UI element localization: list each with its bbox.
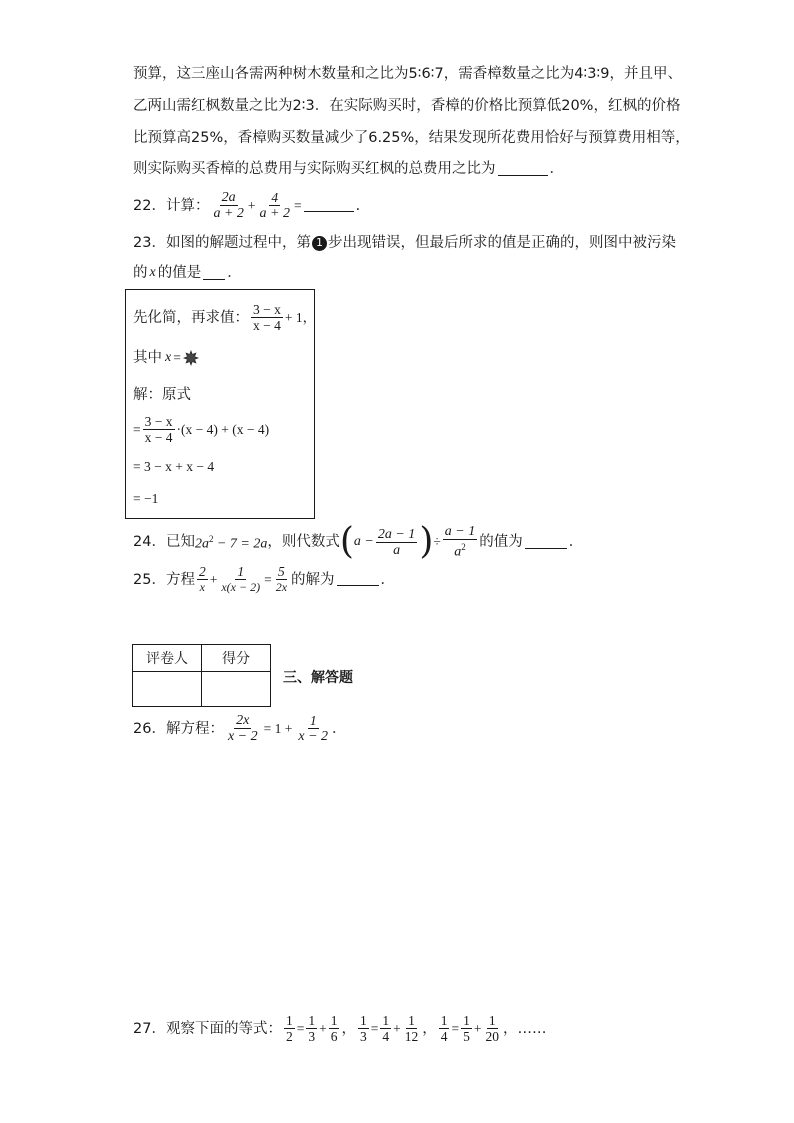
q27-eq2-a: [380, 1013, 391, 1044]
q27-eq3-left: [439, 1013, 450, 1044]
q25: [133, 564, 395, 595]
denominator: a + 2: [213, 206, 244, 221]
denominator: x − 2: [227, 729, 258, 744]
score-table-input-row: [133, 672, 271, 707]
q27-eq2-b: [403, 1013, 421, 1044]
box-line2: [133, 348, 199, 368]
q23-text-c: 的: [133, 265, 148, 281]
numerator: 2x: [236, 713, 250, 728]
q22: [133, 190, 370, 221]
variable-x: x: [165, 350, 172, 365]
q26: [133, 713, 347, 744]
q24-mid: ，则代数式: [267, 534, 340, 550]
section-heading: 三、解答题: [283, 670, 353, 686]
plus-sign: +: [473, 1020, 482, 1036]
right-paren: ): [419, 521, 434, 562]
numerator: 1: [408, 1013, 415, 1028]
plus-sign: +: [319, 1020, 327, 1036]
score-table: [132, 644, 271, 707]
box-fraction: [143, 414, 175, 445]
numerator: 2a − 1: [377, 526, 416, 542]
cond-term: 2a: [194, 536, 209, 552]
cond-rest: − 7 = 2a: [213, 536, 268, 552]
box-fraction: [251, 302, 283, 333]
q25-fraction-3: [274, 564, 289, 595]
q23-text-a: 23．如图的解题过程中，第: [133, 235, 311, 251]
q21-line1: 预算，这三座山各需两种树木数量和之比为5∶6∶7，需香樟数量之比为4∶3∶9，并且甲、: [133, 66, 682, 82]
numerator: 1: [308, 1013, 316, 1028]
separator: ，: [502, 1020, 518, 1037]
left-paren: (: [339, 521, 354, 562]
q25-fraction-1: [197, 564, 208, 595]
numerator: 1: [359, 1013, 367, 1028]
equals-sign: =: [296, 1020, 305, 1036]
numerator: 2a: [221, 190, 236, 205]
denominator: x − 4: [144, 430, 173, 445]
q27-eq1-a: [306, 1013, 317, 1044]
answer-blank[interactable]: [525, 536, 567, 549]
denominator: 2: [285, 1029, 293, 1044]
grader-cell[interactable]: [133, 672, 202, 707]
plus-sign: +: [209, 571, 218, 587]
box-where: 其中: [133, 350, 162, 366]
variable-x: x: [149, 265, 156, 280]
numerator: 1: [285, 1013, 293, 1028]
q21-line2: 乙两山需红枫数量之比为2∶3．在实际购买时，香樟的价格比预算低20%，红枫的价格: [133, 98, 681, 114]
q22-fraction-2: [258, 190, 292, 221]
plus-sign: +: [393, 1020, 401, 1036]
q21-line4: [133, 159, 564, 179]
q24-condition: [195, 529, 267, 555]
score-cell[interactable]: [202, 672, 271, 707]
denominator: 4: [440, 1029, 448, 1044]
numerator: 1: [440, 1013, 448, 1028]
numerator: 5: [277, 564, 285, 579]
denominator: a: [393, 542, 401, 558]
q24-a-minus: a −: [353, 534, 374, 549]
exponent: 2: [461, 542, 466, 553]
q27-pre: 27．观察下面的等式：: [133, 1020, 282, 1037]
separator: ，: [422, 1020, 437, 1037]
q21-end: ．: [549, 161, 564, 177]
box-line5: = 3 − x + x − 4: [133, 459, 215, 474]
numerator: 1: [309, 713, 317, 728]
q24-pre: 24．已知: [133, 534, 195, 550]
equals-sign: =: [370, 1020, 379, 1036]
q25-fraction-2: [219, 564, 262, 595]
denominator: 12: [404, 1029, 419, 1044]
q23-text-d: 的值是: [157, 265, 202, 281]
numerator: 4: [271, 190, 279, 205]
plus-sign: +: [247, 197, 256, 213]
q25-post: 的解为: [291, 571, 335, 588]
numerator: 1: [330, 1013, 338, 1028]
denominator: x − 4: [253, 318, 281, 333]
exponent: 2: [208, 534, 214, 545]
q23-line2: [133, 263, 242, 283]
q27-eq3-a: [461, 1013, 472, 1044]
denominator: 3: [308, 1029, 316, 1044]
box-instruction: 先化简，再求值：: [133, 309, 249, 326]
numerator: 2: [198, 564, 206, 579]
q24: [133, 521, 584, 562]
denominator: x: [199, 580, 205, 594]
q27-eq1-b: [329, 1013, 340, 1044]
q27-eq3-b: [483, 1013, 501, 1044]
box-line6: = −1: [133, 491, 159, 506]
equals-sign: =: [451, 1020, 460, 1036]
equals-sign: =: [264, 571, 272, 587]
q24-fraction-2: [443, 524, 477, 560]
denominator: 2x: [275, 580, 288, 594]
score-header: 得分: [202, 645, 271, 672]
numerator: 1: [382, 1013, 390, 1028]
equals-sign: =: [293, 197, 302, 213]
q24-fraction-1: [376, 527, 417, 558]
q27-eq2-left: [358, 1013, 369, 1044]
ellipsis: ……: [517, 1020, 547, 1037]
q25-end: ．: [380, 571, 396, 588]
q22-prefix: 22．计算：: [133, 197, 210, 214]
numerator: 3 − x: [253, 302, 281, 317]
q27: [133, 1013, 546, 1044]
circled-number-icon: 1: [312, 236, 327, 251]
divide-sign: ÷: [433, 534, 441, 549]
q24-end: ．: [568, 534, 584, 550]
q24-post: 的值为: [479, 534, 523, 550]
box-line3: 解：原式: [133, 387, 191, 403]
q22-end: ．: [355, 197, 371, 214]
q23-line1: [133, 233, 676, 253]
grader-header: 评卷人: [133, 645, 202, 672]
denominator: 6: [330, 1029, 338, 1044]
denominator: a + 2: [259, 206, 290, 221]
denominator: 20: [485, 1029, 499, 1044]
numerator: 1: [463, 1013, 470, 1028]
q26-fraction-2: [296, 713, 330, 744]
denominator: 3: [359, 1029, 367, 1044]
q23-text-b: 步出现错误，但最后所求的值是正确的，则图中被污染: [327, 235, 676, 251]
den-base: a: [454, 544, 462, 560]
box-line1: [133, 302, 316, 333]
box-line4: [133, 414, 269, 445]
numerator: 3 − x: [144, 414, 173, 429]
answer-blank[interactable]: [498, 163, 548, 176]
equals-sign: =: [173, 350, 181, 365]
denominator: 5: [463, 1029, 470, 1044]
numerator: 1: [237, 564, 245, 579]
equals-sign: =: [133, 421, 141, 437]
q23-end: ．: [227, 265, 242, 281]
q26-mid: = 1 +: [263, 720, 293, 736]
q26-fraction-1: [226, 713, 260, 744]
q21-line3: 比预算高25%，香樟购买数量减少了6.25%，结果发现所花费用恰好与预算费用相等，: [133, 130, 690, 146]
box-line4-post: ·(x − 4) + (x − 4): [176, 421, 270, 437]
separator: ，: [341, 1020, 356, 1037]
q22-fraction-1: [211, 190, 245, 221]
answer-blank[interactable]: [304, 199, 354, 212]
denominator: [452, 540, 468, 560]
q21-question-text: 则实际购买香樟的总费用与实际购买红枫的总费用之比为: [133, 161, 496, 177]
denominator: 4: [382, 1029, 390, 1044]
answer-blank[interactable]: [337, 573, 379, 586]
answer-blank[interactable]: [203, 267, 225, 280]
denominator: x(x − 2): [221, 580, 261, 594]
q26-pre: 26．解方程：: [133, 720, 224, 737]
denominator: x − 2: [298, 729, 329, 744]
q26-end: ．: [332, 720, 347, 737]
q27-eq1-left: [284, 1013, 295, 1044]
box-line1-post: + 1，: [284, 309, 317, 325]
ink-stain-icon: [183, 350, 199, 366]
solution-box: [125, 289, 315, 519]
numerator: 1: [488, 1013, 496, 1028]
numerator: a − 1: [444, 524, 476, 540]
score-table-header-row: [133, 645, 271, 672]
q25-pre: 25．方程: [133, 571, 195, 588]
